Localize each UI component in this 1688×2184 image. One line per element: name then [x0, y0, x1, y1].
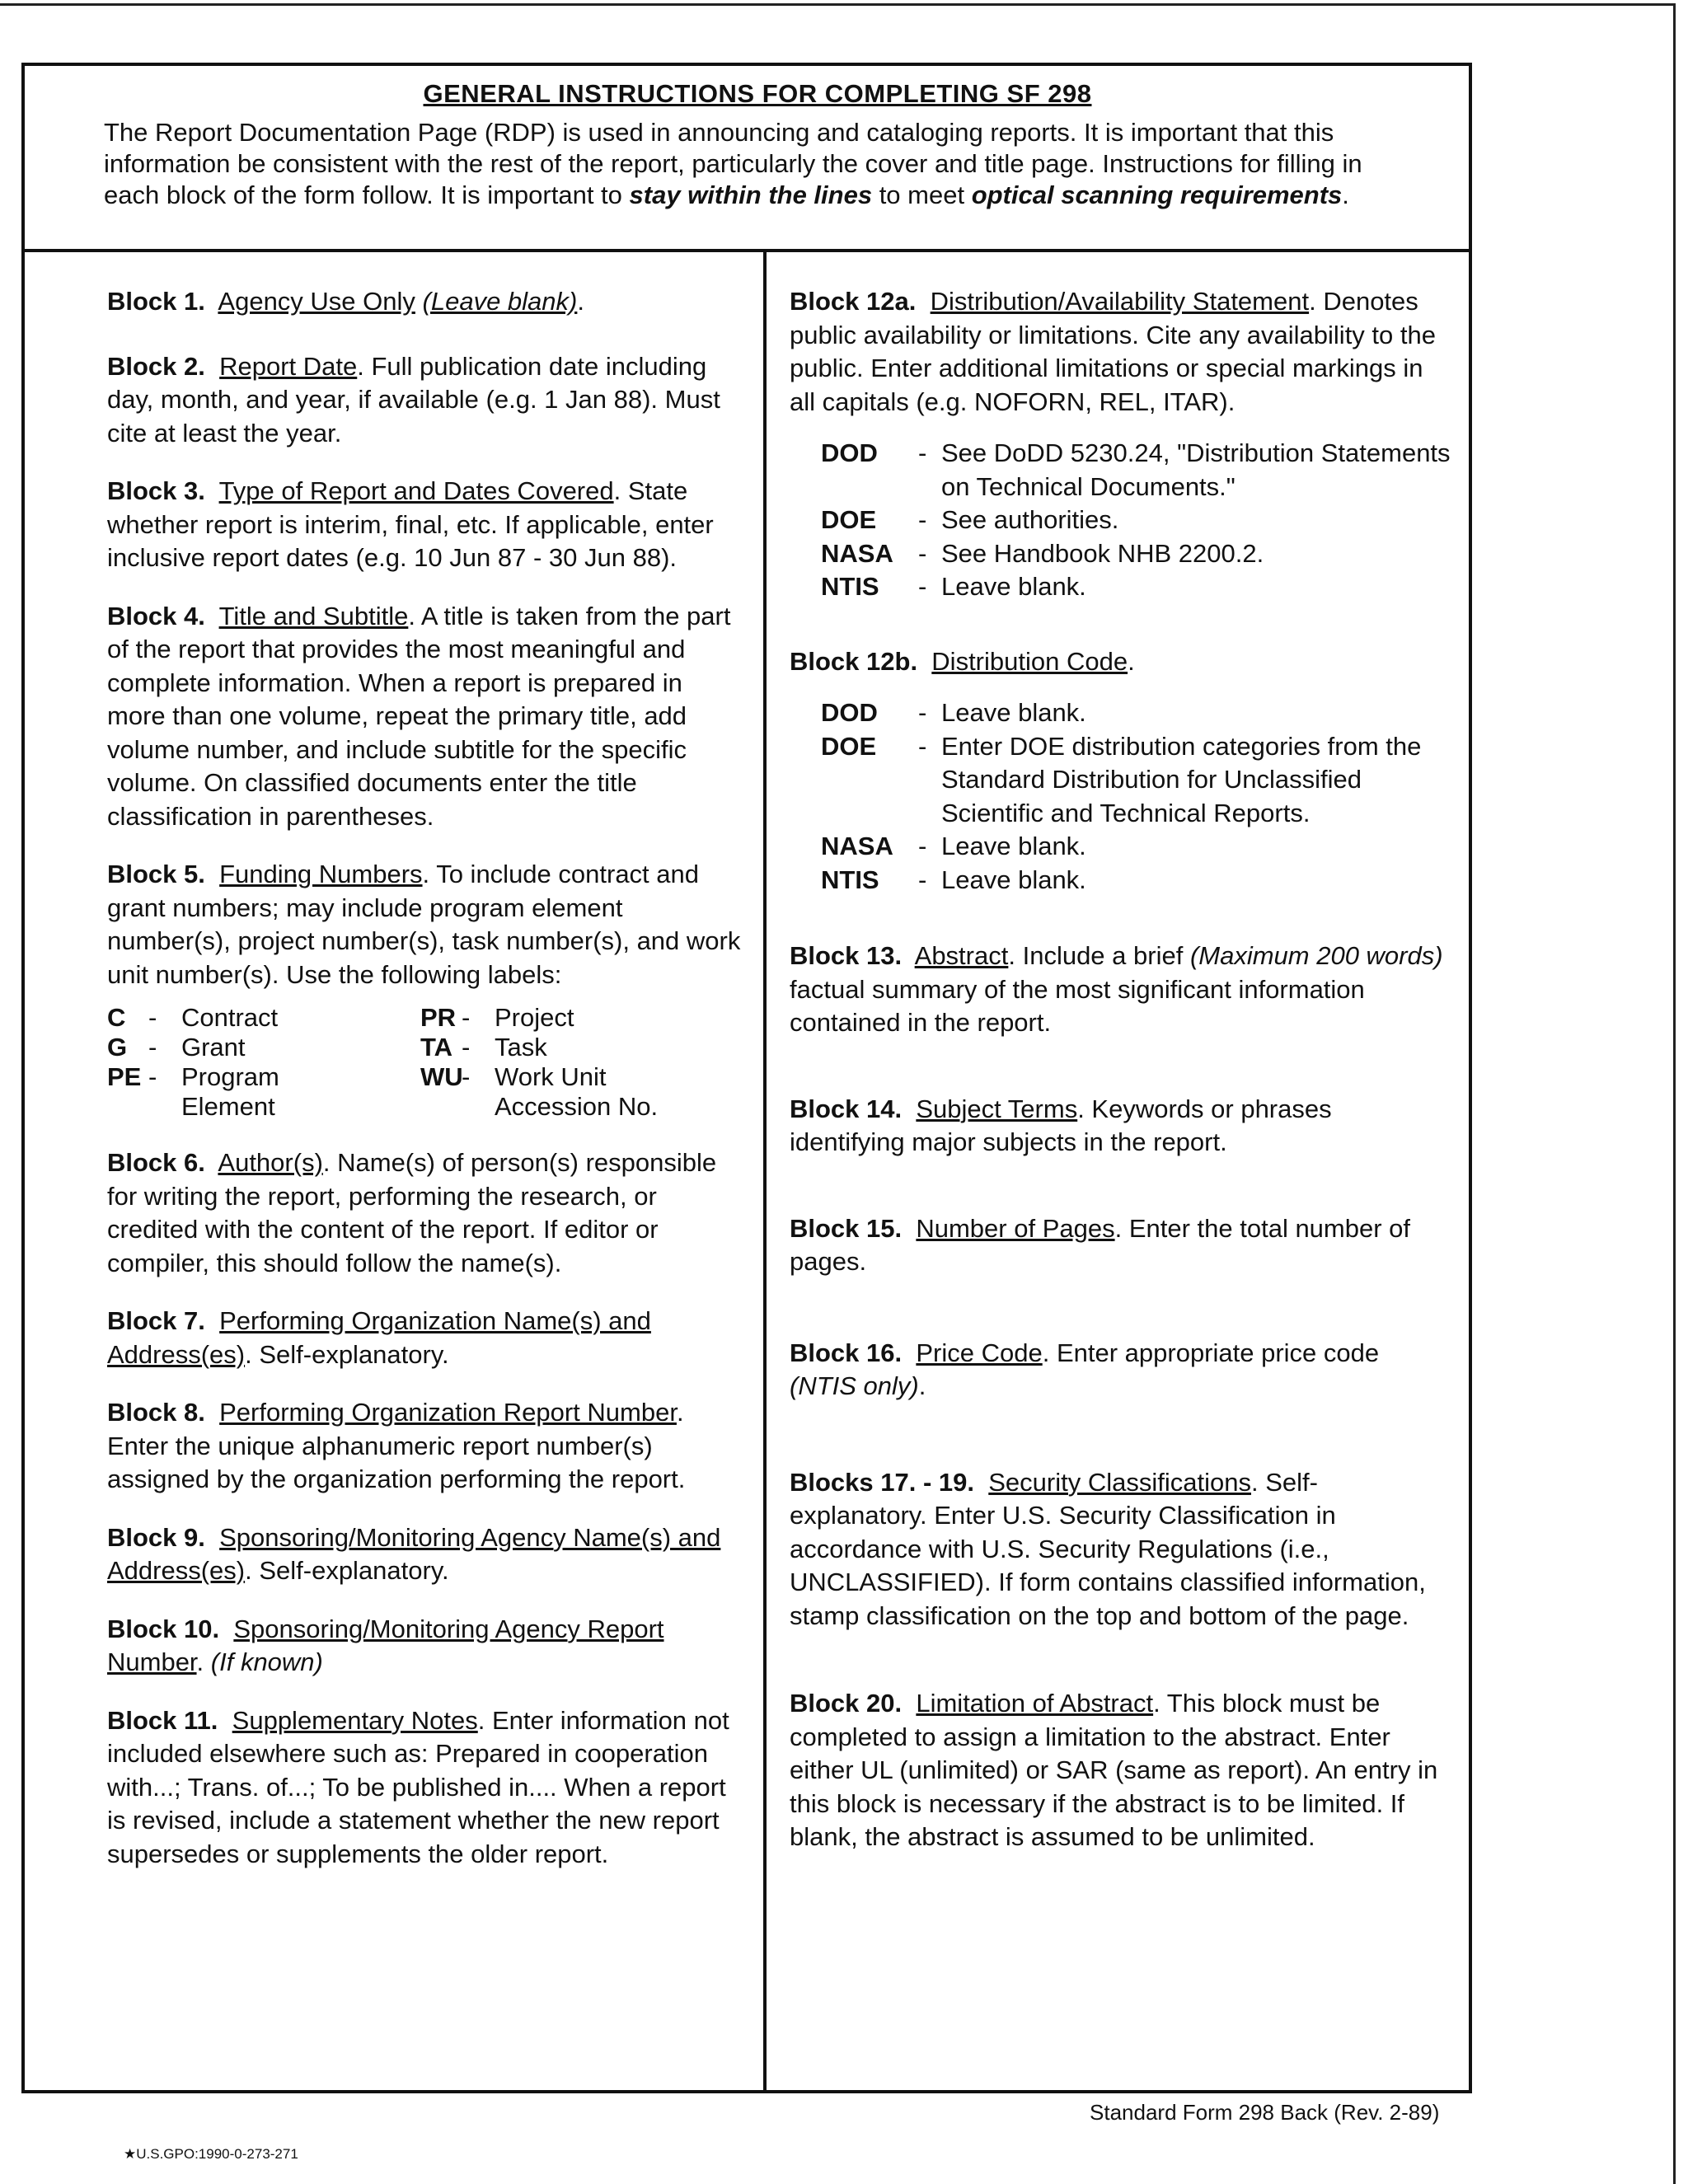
agency-item: DOD - See DoDD 5230.24, "Distribution Statements on Technical Documents."	[821, 438, 1451, 501]
funding-code-item: WU - Work Unit Accession No.	[420, 1062, 659, 1121]
instructions-header	[25, 66, 1469, 252]
funding-code-item: G - Grant	[107, 1033, 246, 1062]
block-20: Block 20. Limitation of Abstract. This block must be completed to assign a limitation to the abstract. Enter either UL (unlimited) or SAR (same as report). An entry in this block is necessary if the abstract is to be limited. If blank, the abstract is assumed to be unlimited.	[790, 1689, 1438, 1851]
agency-item: DOE - Enter DOE distribution categories from the Standard Distribution for Unclassified Scientific and Technical Reports.	[821, 731, 1422, 827]
funding-code-item: TA - Task	[420, 1033, 547, 1062]
block-2: Block 2. Report Date. Full publication date including day, month, and year, if available (e.g. 1 Jan 88). Must cite at least the year.	[107, 351, 720, 448]
agency-item: NTIS - Leave blank.	[821, 865, 1086, 894]
block-6: Block 6. Author(s). Name(s) of person(s) responsible for writing the report, performing the research, or credited with the content of the report. If editor or compiler, this should follow the name(s).	[107, 1148, 717, 1277]
form-identifier: Standard Form 298 Back (Rev. 2-89)	[1090, 2100, 1440, 2125]
agency-item: NTIS - Leave blank.	[821, 572, 1086, 601]
distribution-agency-list	[790, 437, 1452, 604]
page-title: GENERAL INSTRUCTIONS FOR COMPLETING SF 298	[423, 79, 1092, 108]
funding-code-item: PE - Program Element	[107, 1062, 279, 1121]
block-9: Block 9. Sponsoring/Monitoring Agency Name(s) and Address(es). Self-explanatory.	[107, 1522, 721, 1585]
agency-item: DOE - See authorities.	[821, 505, 1119, 534]
block-4: Block 4. Title and Subtitle. A title is taken from the part of the report that provides the most meaningful and complete information. When a report is prepared in more than one volume, repeat the primary title, add volume number, and include subtitle for the specific volume. On classified documents enter the title classification in parentheses.	[107, 601, 731, 831]
block-10: Block 10. Sponsoring/Monitoring Agency Report Number. (If known)	[107, 1614, 664, 1676]
block-1: Block 1. Agency Use Only (Leave blank).	[107, 287, 584, 316]
gpo-imprint: ★U.S.GPO:1990-0-273-271	[124, 2146, 298, 2162]
page-edge-right	[1673, 3, 1676, 2184]
block-5: Block 5. Funding Numbers. To include contract and grant numbers; may include program element number(s), project number(s), task number(s), and work unit number(s). Use the following labels: C - Contract PR - Project G - Grant TA - Task PE - Program Element WU - Work Unit Accession No.	[107, 858, 747, 1122]
block-8: Block 8. Performing Organization Report Number. Enter the unique alphanumeric report number(s) assigned by the organization performing the report.	[107, 1398, 686, 1493]
block-16: Block 16. Price Code. Enter appropriate price code (NTIS only).	[790, 1338, 1380, 1400]
block-12a: Block 12a. Distribution/Availability Statement. Denotes public availability or limitations. Cite any availability to the public. Enter additional limitations or special markings in all capitals (e.g. NOFORN, REL, ITAR). DOD - See DoDD 5230.24, "Distribution Statements on Technical Documents." DOE - See authorities. NASA - See Handbook NHB 2200.2. NTIS - Leave blank.	[790, 285, 1452, 604]
right-column	[767, 252, 1469, 2093]
block-12b: Block 12b. Distribution Code. DOD - Leave blank. DOE - Enter DOE distribution categories from the Standard Distribution for Unclassified Scientific and Technical Reports. NASA - Leave blank. NTIS - Leave blank.	[790, 645, 1452, 898]
block-7: Block 7. Performing Organization Name(s) and Address(es). Self-explanatory.	[107, 1306, 651, 1369]
distribution-code-agency-list	[790, 696, 1452, 897]
page-edge-top	[0, 3, 1673, 6]
funding-code-item: PR - Project	[420, 1003, 574, 1032]
agency-item: NASA - Leave blank.	[821, 832, 1086, 860]
agency-item: NASA - See Handbook NHB 2200.2.	[821, 538, 1264, 568]
block-11: Block 11. Supplementary Notes. Enter information not included elsewhere such as: Prepared in cooperation with...; Trans. of...; To be published in.... When a report is revised, include a statement whether the new report supersedes or supplements the older report.	[107, 1705, 729, 1868]
instructions-frame	[21, 63, 1472, 2093]
block-13: Block 13. Abstract. Include a brief (Maximum 200 words) factual summary of the most significant information contained in the report.	[790, 941, 1443, 1037]
agency-item: DOD - Leave blank.	[821, 698, 1086, 727]
funding-code-list	[107, 1003, 747, 1122]
block-17-19: Blocks 17. - 19. Security Classifications. Self-explanatory. Enter U.S. Security Classification in accordance with U.S. Security Regulations (i.e., UNCLASSIFIED). If form contains classified information, stamp classification on the top and bottom of the page.	[790, 1467, 1426, 1630]
block-3: Block 3. Type of Report and Dates Covered. State whether report is interim, final, etc. If applicable, enter inclusive report dates (e.g. 10 Jun 87 - 30 Jun 88).	[107, 476, 714, 572]
funding-code-item: C - Contract	[107, 1003, 279, 1032]
intro-paragraph: The Report Documentation Page (RDP) is used in announcing and cataloging reports. It is important that this information be consistent with the rest of the report, particularly the cover and title page. Instructions for filling in each block of the form follow. It is important to stay within the lines to meet optical scanning requirements.	[104, 118, 1362, 209]
left-column	[25, 252, 767, 2093]
block-15: Block 15. Number of Pages. Enter the total number of pages.	[790, 1213, 1411, 1276]
block-14: Block 14. Subject Terms. Keywords or phrases identifying major subjects in the report.	[790, 1094, 1332, 1156]
